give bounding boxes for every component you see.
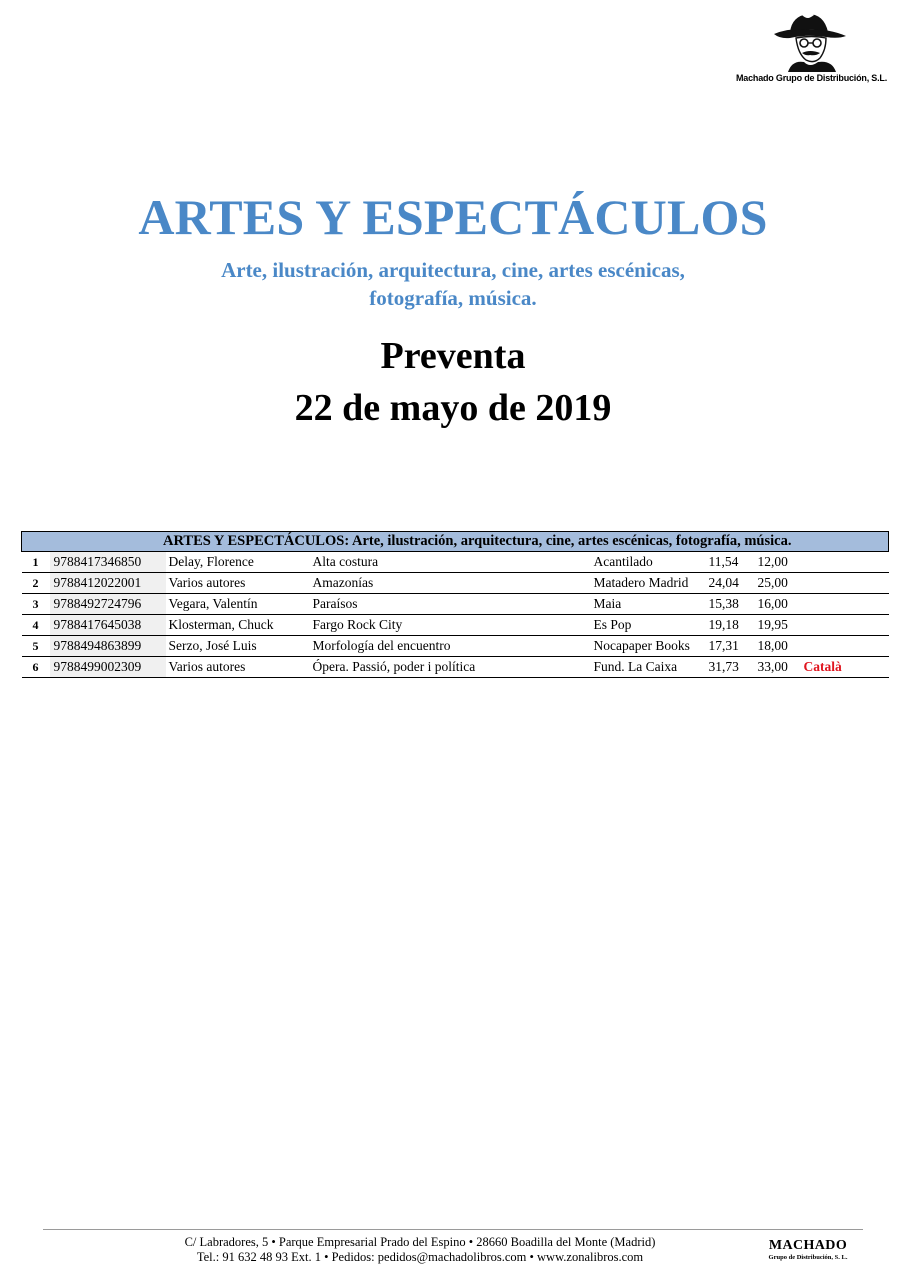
note-cell	[798, 594, 889, 615]
table-row	[22, 615, 889, 636]
footer-address	[80, 1235, 760, 1265]
title-cell: Alta costura	[311, 552, 592, 573]
note-cell	[798, 615, 889, 636]
price-pvp-cell: 16,00	[753, 594, 798, 615]
price-net-cell: 24,04	[708, 573, 753, 594]
isbn-cell: 9788499002309	[50, 657, 166, 678]
author-cell: Varios autores	[166, 573, 311, 594]
price-pvp-cell: 18,00	[753, 636, 798, 657]
isbn-cell: 9788417346850	[50, 552, 166, 573]
title-cell: Morfología del encuentro	[311, 636, 592, 657]
publisher-cell: Es Pop	[592, 615, 708, 636]
footer-divider	[43, 1229, 863, 1230]
price-pvp-cell: 19,95	[753, 615, 798, 636]
table-row	[22, 636, 889, 657]
author-cell: Klosterman, Chuck	[166, 615, 311, 636]
title-cell: Amazonías	[311, 573, 592, 594]
isbn-cell: 9788417645038	[50, 615, 166, 636]
section-title: ARTES Y ESPECTÁCULOS: Arte, ilustración, arquitectura, cine, artes escénicas, fotografía, música.	[22, 532, 889, 552]
book-table	[21, 531, 889, 678]
footer-address-line-2: Tel.: 91 632 48 93 Ext. 1 • Pedidos: pedidos@machadolibros.com • www.zonalibros.com	[196, 1250, 644, 1264]
author-cell: Delay, Florence	[166, 552, 311, 573]
table-row	[22, 552, 889, 573]
row-number: 2	[22, 573, 50, 594]
isbn-cell: 9788492724796	[50, 594, 166, 615]
table-section-header	[22, 532, 889, 552]
publisher-cell: Acantilado	[592, 552, 708, 573]
page-title: ARTES Y ESPECTÁCULOS	[138, 189, 768, 245]
presale-label: Preventa	[380, 335, 526, 377]
price-net-cell: 15,38	[708, 594, 753, 615]
footer-address-line-1: C/ Labradores, 5 • Parque Empresarial Prado del Espino • 28660 Boadilla del Monte (Madrid)	[184, 1235, 656, 1249]
row-number: 4	[22, 615, 50, 636]
subtitle-line-2: fotografía, música.	[369, 286, 537, 310]
isbn-cell: 9788412022001	[50, 573, 166, 594]
row-number: 3	[22, 594, 50, 615]
table-body	[22, 552, 889, 678]
row-number: 1	[22, 552, 50, 573]
price-pvp-cell: 33,00	[753, 657, 798, 678]
note-cell	[798, 552, 889, 573]
price-pvp-cell: 12,00	[753, 552, 798, 573]
note-cell	[798, 636, 889, 657]
author-cell: Varios autores	[166, 657, 311, 678]
author-cell: Vegara, Valentín	[166, 594, 311, 615]
subtitle-line-1: Arte, ilustración, arquitectura, cine, artes escénicas,	[221, 258, 685, 282]
footer-brand-name: MACHADO	[768, 1238, 848, 1253]
table-row	[22, 657, 889, 678]
publisher-cell: Matadero Madrid	[592, 573, 708, 594]
note-cell	[798, 573, 889, 594]
table-row	[22, 594, 889, 615]
footer-brand-subtitle: Grupo de Distribución, S. L.	[768, 1254, 848, 1261]
price-pvp-cell: 25,00	[753, 573, 798, 594]
price-net-cell: 17,31	[708, 636, 753, 657]
publisher-cell: Maia	[592, 594, 708, 615]
logo-company-name: Machado Grupo de Distribución, S.L.	[736, 73, 888, 83]
price-net-cell: 31,73	[708, 657, 753, 678]
title-cell: Paraísos	[311, 594, 592, 615]
hat-portrait-icon	[768, 10, 850, 72]
row-number: 5	[22, 636, 50, 657]
price-net-cell: 19,18	[708, 615, 753, 636]
author-cell: Serzo, José Luis	[166, 636, 311, 657]
footer-brand	[752, 1238, 864, 1262]
price-net-cell: 11,54	[708, 552, 753, 573]
publisher-cell: Fund. La Caixa	[592, 657, 708, 678]
table-row	[22, 573, 889, 594]
presale-date: 22 de mayo de 2019	[294, 387, 612, 429]
isbn-cell: 9788494863899	[50, 636, 166, 657]
title-cell: Ópera. Passió, poder i política	[311, 657, 592, 678]
publisher-cell: Nocapaper Books	[592, 636, 708, 657]
note-cell: Català	[798, 657, 889, 678]
row-number: 6	[22, 657, 50, 678]
title-cell: Fargo Rock City	[311, 615, 592, 636]
company-logo	[736, 10, 888, 92]
page-subtitle	[150, 256, 756, 312]
